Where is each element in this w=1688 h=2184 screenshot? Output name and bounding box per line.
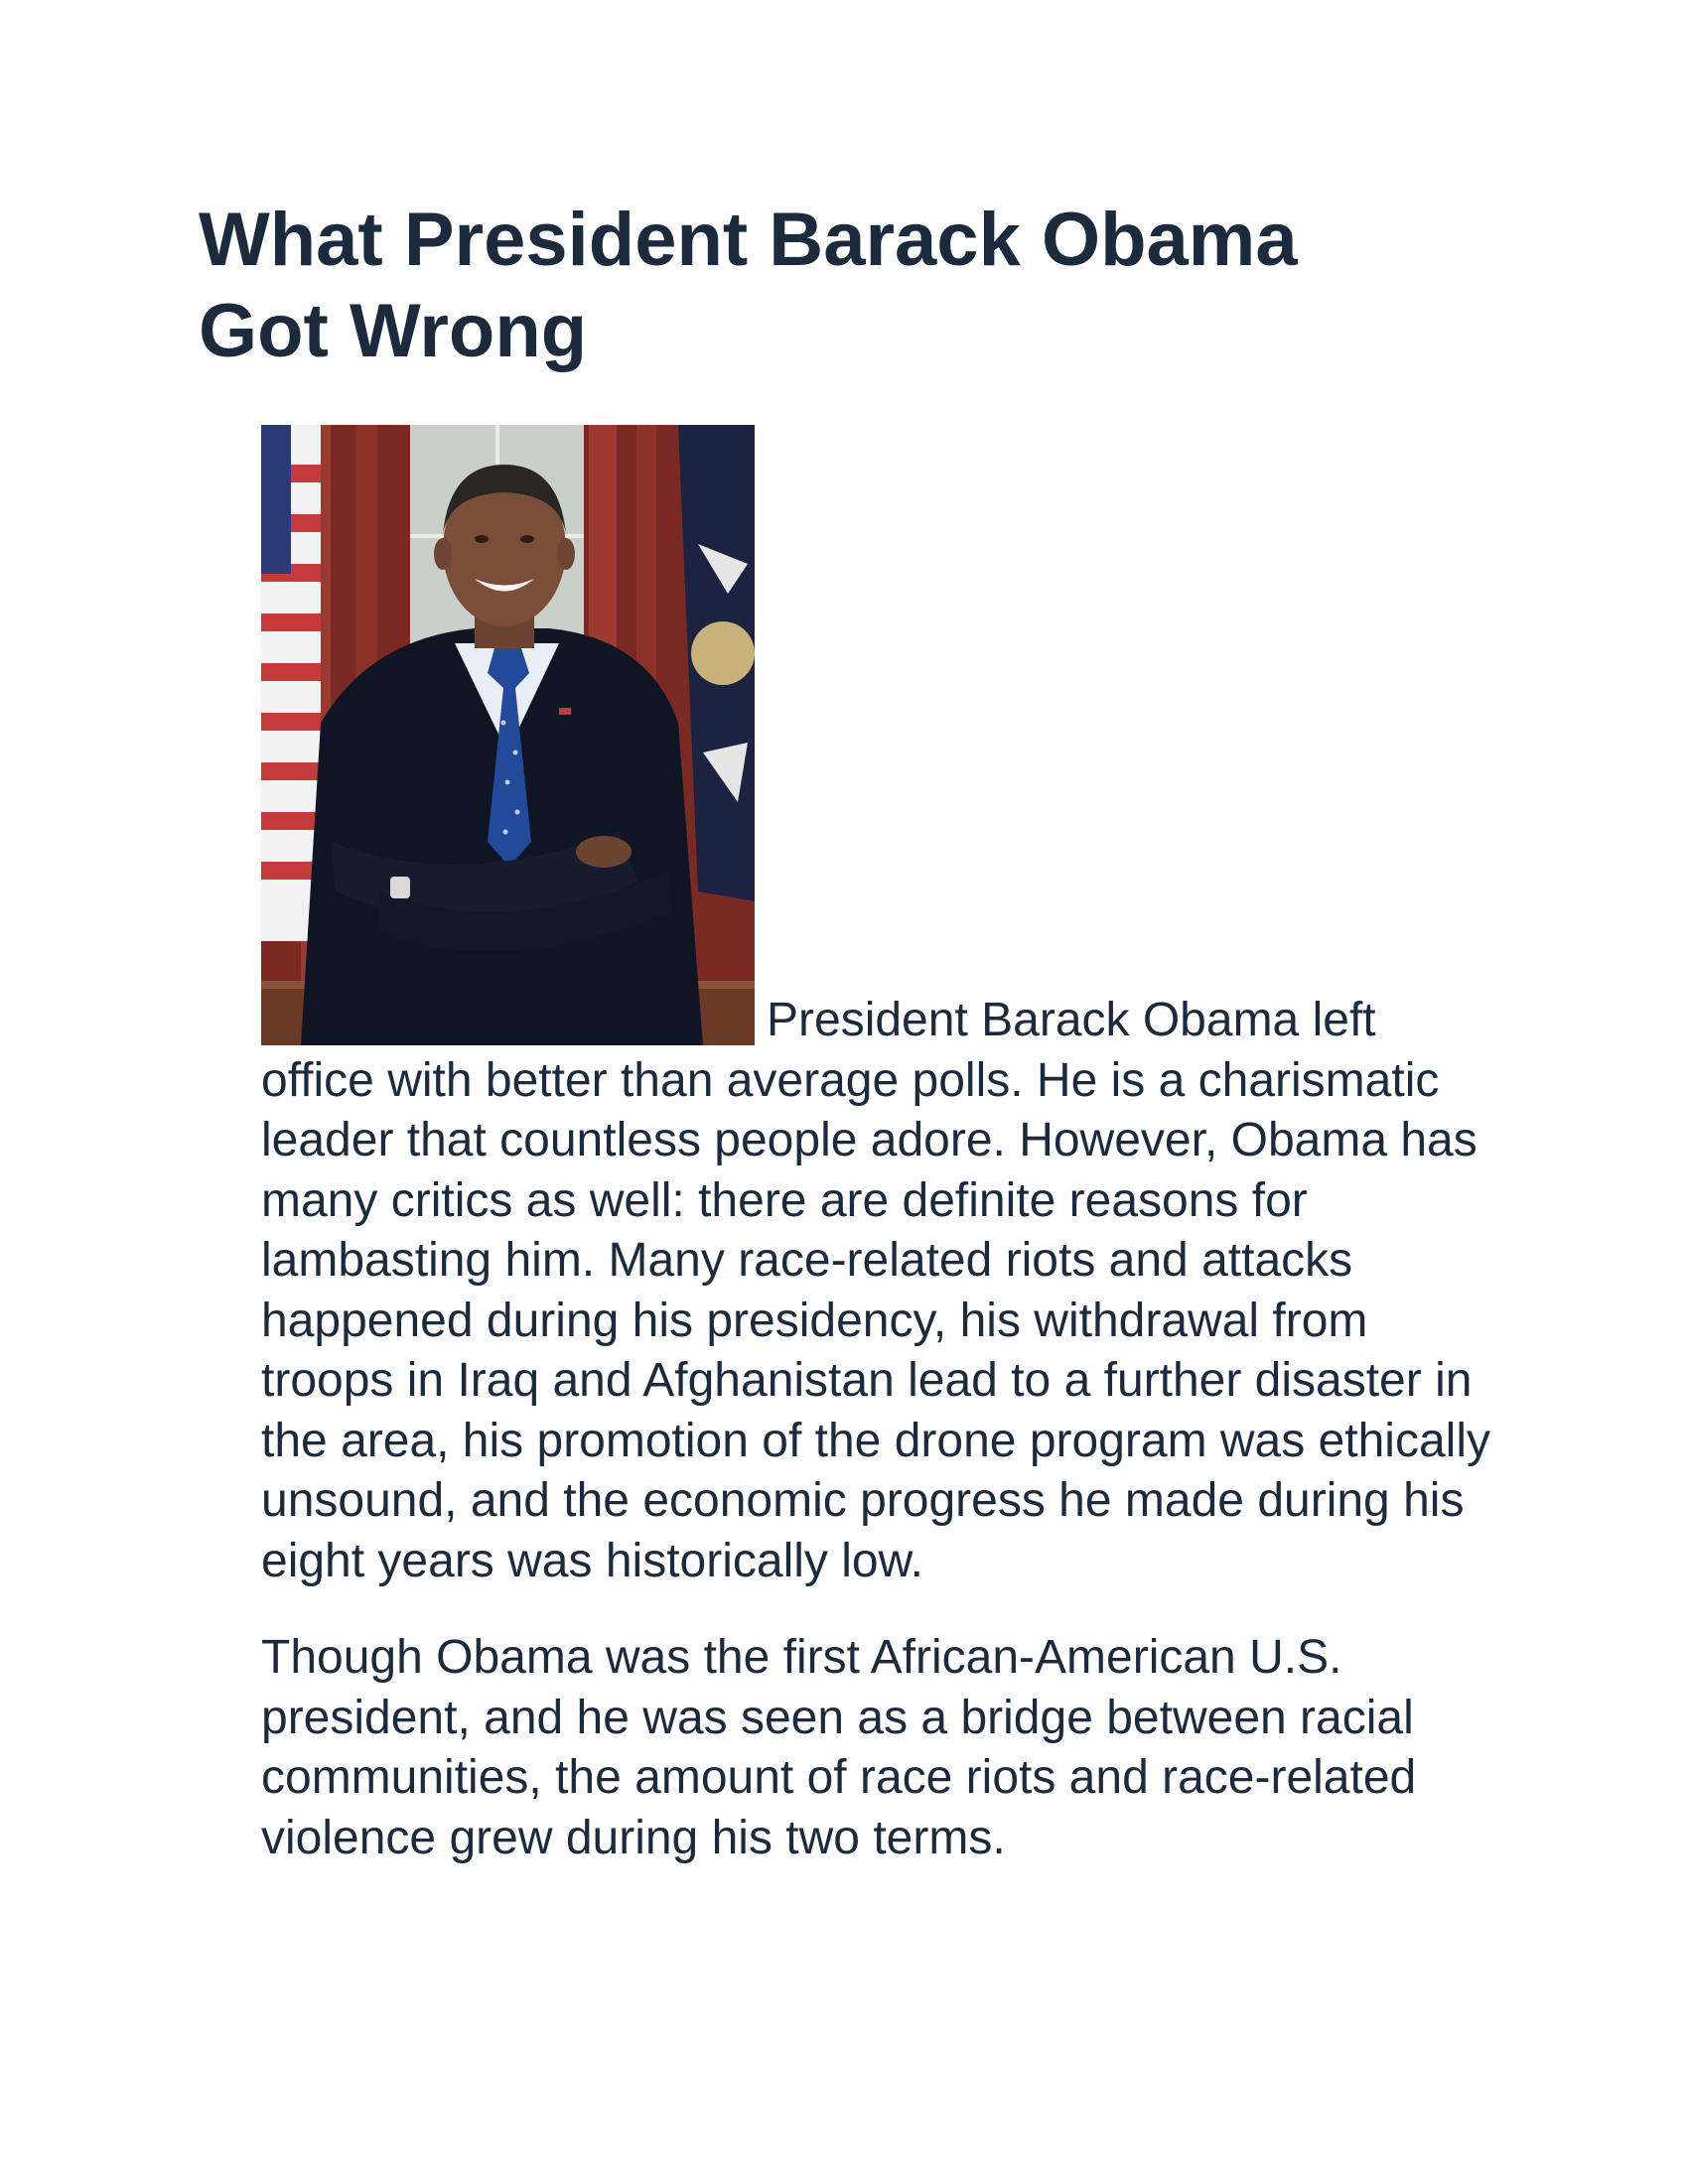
president-portrait-photo (261, 425, 755, 1045)
paragraph-2-text: Though Obama was the first African-American U.S. president, and he was seen as a bridge between racial communities, the amount of race riots and race-related violence grew during his two terms. (261, 1631, 1417, 1864)
article-body (261, 415, 1492, 1868)
paragraph-1-text: President Barack Obama left office with better than average polls. He is a charismatic leader that countless people adore. However, Obama has many critics as well: there are definite reasons for lambasting him. Many race-related riots and attacks happened during his presidency, his withdrawal from troops in Iraq and Afghanistan lead to a further disaster in the area, his promotion of the drone program was ethically unsound, and the economic progress he made during his eight years was historically low. (261, 994, 1490, 1587)
article-paragraph-2 (261, 1628, 1492, 1868)
article-paragraph-1 (261, 415, 1492, 1591)
article-title: What President Barack Obama Got Wrong (199, 198, 1298, 373)
